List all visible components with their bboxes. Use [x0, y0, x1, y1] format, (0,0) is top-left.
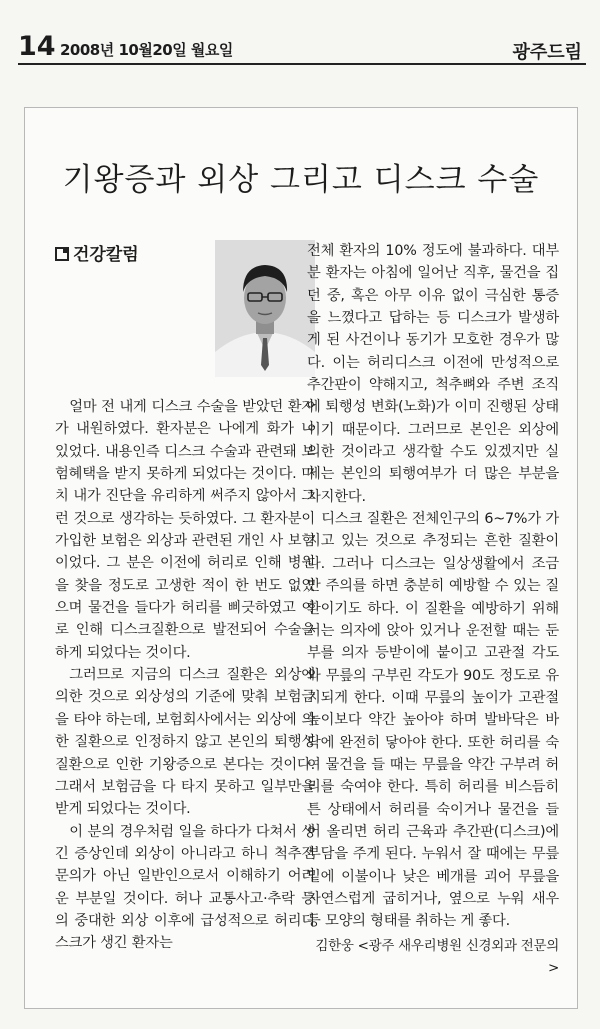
page-header [18, 30, 586, 68]
right-column [307, 240, 559, 1000]
newspaper-name: 광주드림 [512, 42, 582, 63]
left-column [55, 240, 315, 1000]
article-frame [24, 107, 578, 1009]
paragraph: 그러므로 지금의 디스크 질환은 외상에 의한 것으로 외상성의 기준에 맞춰 보험금을 타야 하는데, 보험회사에서는 외상에 의한 질환으로 인정하지 않고 본인의 퇴행성 질환으로 인한 기왕증으로 본다는 것이다. 그래서 보험금을 다 타지 못하고 일부만을 받게 되었다는 것이다. [55, 667, 315, 818]
right-column-text [307, 240, 559, 979]
author-portrait-icon [215, 240, 315, 377]
paragraph: 이 분의 경우처럼 일을 하다가 다쳐서 생긴 증상인데 외상이 아니라고 하니 척추전문의가 아닌 일반인으로서 이해하기 어려운 부분일 것이다. 허나 교통사고·추락 등의 중대한 외상 이후에 급성적으로 허리디스크가 생긴 환자는 [55, 823, 315, 952]
section-label-text: 건강칼럼 [73, 245, 139, 265]
issue-date: 2008년 10월20일 월요일 [60, 41, 233, 59]
paragraph: 전체 환자의 10% 정도에 불과하다. 대부분 환자는 아침에 일어난 직후, 물건을 집던 중, 혹은 아무 이유 없이 극심한 통증을 느꼈다고 답하는 등 디스크가 발생하게 된 사건이나 동기가 모호한 경우가 많다. 이는 허리디스크 이전에 만성적으로 추간판이 약해지고, 척추뼈와 주변 조직에 퇴행성 변화(노화)가 이미 진행된 상태이기 때문이다. 그러므로 본인은 외상에 의한 것이라고 생각할 수도 있겠지만 실제는 본인의 퇴행여부가 더 많은 부분을 차지한다. [307, 243, 559, 505]
article-headline: 기왕증과 외상 그리고 디스크 수술 [62, 162, 540, 198]
paragraph: 얼마 전 내게 디스크 수술을 받았던 환자가 내원하였다. 환자분은 나에게 화가 나 있었다. 내용인즉 디스크 수술과 관련돼 보험혜택을 받지 못하게 되었다는 것이다. 마치 내가 진단을 유리하게 써주지 않아서 그런 것으로 생각하는 듯하였다. 그 환자분이 가입한 보험은 외상과 관련된 개인 사 보험이었다. 그 분은 이전에 허리로 인해 병원을 찾을 정도로 고생한 적이 한 번도 없었으며 물건을 들다가 허리를 삐긋하였고 이로 인해 디스크질환으로 발전되어 수술을 하게 되었다는 것이다. [55, 399, 315, 661]
author-signature: 김한웅 <광주 새우리병원 신경외과 전문의> [315, 937, 559, 976]
page-number: 14 [18, 31, 56, 62]
left-column-text [55, 396, 315, 955]
section-marker-icon [55, 247, 69, 261]
author-photo [215, 240, 315, 377]
header-rule [18, 63, 586, 65]
section-label [55, 240, 139, 265]
paragraph: 디스크 질환은 전체인구의 6~7%가 가지고 있는 것으로 추정되는 흔한 질환이다. 그러나 디스크는 일상생활에서 조금만 주의를 하면 충분히 예방할 수 있는 질환이기도 하다. 이 질환을 예방하기 위해서는 의자에 앉아 있거나 운전할 때는 둔부를 의자 등받이에 붙이고 고관절 각도와 무릎의 구부린 각도가 90도 정도로 유지되게 한다. 이때 무릎의 높이가 고관절 높이보다 약간 높아야 하며 발바닥은 바닥에 완전히 닿아야 한다. 또한 허리를 숙여 물건을 들 때는 무릎을 약간 구부려 허리를 숙여야 한다. 특히 허리를 비스듬히 튼 상태에서 허리를 숙이거나 물건을 들어 올리면 허리 근육과 추간판(디스크)에 부담을 주게 된다. 누워서 잘 때에는 무릎 밑에 이불이나 낮은 베개를 괴어 무릎을 자연스럽게 굽히거나, 옆으로 누워 새우등 모양의 형태를 취하는 게 좋다. [307, 511, 559, 930]
